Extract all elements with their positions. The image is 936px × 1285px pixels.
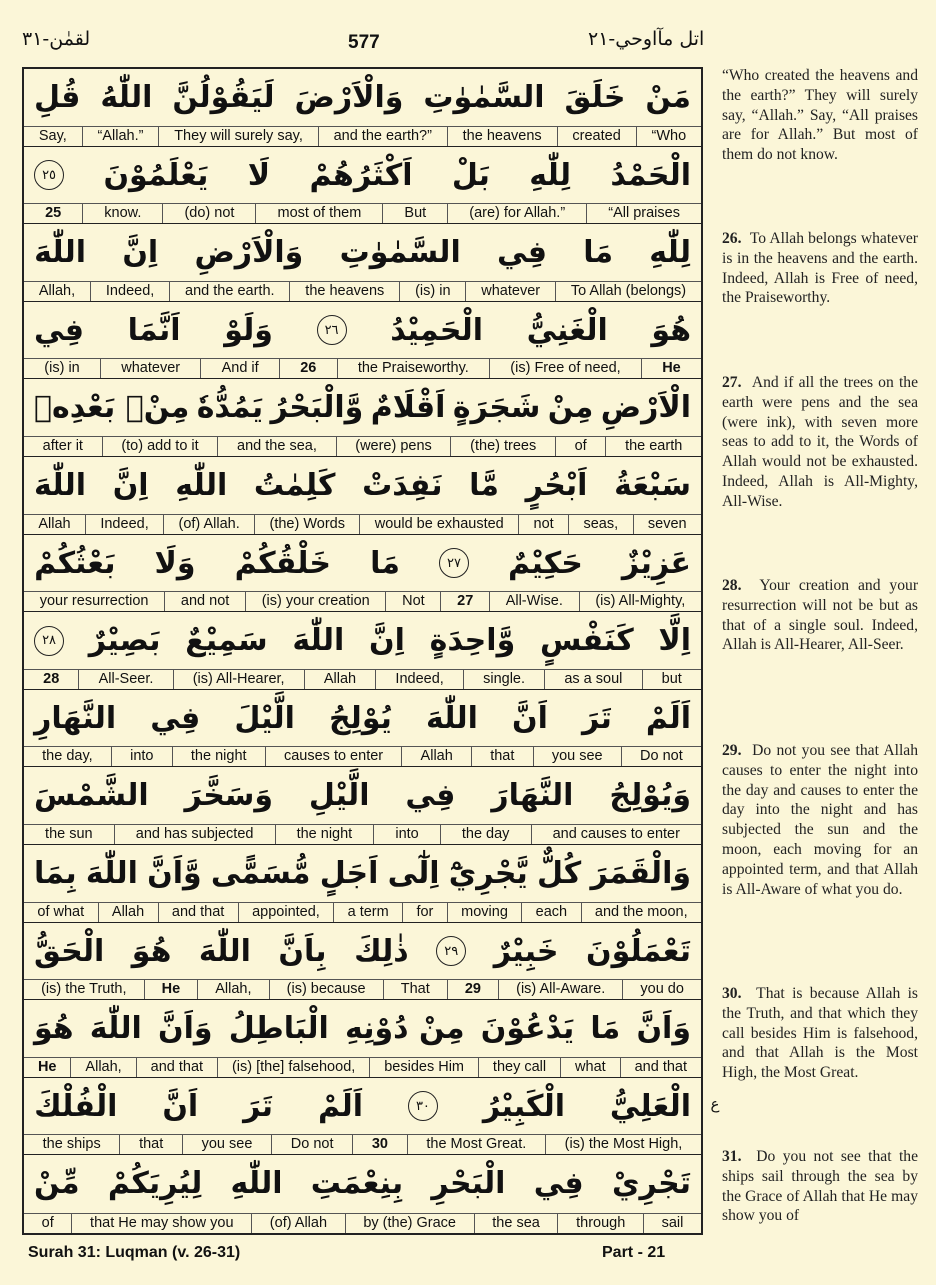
arabic-word: فِي	[533, 1166, 584, 1202]
translation-paragraph	[722, 1147, 918, 1226]
gloss-cell: Allah	[24, 515, 86, 534]
arabic-word: الْبَحْرِ	[431, 1166, 506, 1202]
gloss-cell: Do not	[272, 1135, 353, 1154]
gloss-cell: (is) All-Aware.	[499, 980, 623, 999]
english-gloss-line	[24, 281, 701, 301]
gloss-cell: (is) [the] falsehood,	[218, 1058, 370, 1077]
gloss-cell: (is) the Truth,	[24, 980, 145, 999]
arabic-word: بِاَنَّ	[278, 933, 327, 969]
arabic-word: الْحَمْدُ	[610, 157, 691, 193]
gloss-cell: causes to enter	[266, 747, 403, 766]
arabic-word: اَكْثَرُهُمْ	[309, 157, 413, 193]
arabic-word: بِمَا	[34, 855, 77, 891]
gloss-cell: “All praises	[608, 205, 680, 222]
gloss-cell: And if	[201, 359, 280, 378]
gloss-cell: that He may show you	[72, 1214, 252, 1233]
gloss-cell: the day	[441, 825, 532, 844]
english-gloss-line	[24, 824, 701, 844]
english-gloss-line	[24, 1057, 701, 1077]
gloss-cell: you see	[534, 747, 622, 766]
arabic-word: كَنَفْسٍ	[539, 623, 634, 659]
arabic-word: تَجْرِيْ	[611, 1166, 691, 1202]
gloss-cell: whatever	[466, 282, 556, 301]
gloss-cell: seven	[647, 515, 687, 532]
gloss-cell: the earth	[625, 437, 683, 454]
verse-row	[24, 612, 701, 690]
arabic-word: النَّهَارَ	[491, 778, 574, 814]
gloss-cell: through	[558, 1214, 643, 1233]
arabic-word: مِنْ دُوْنِهِ	[345, 1011, 465, 1047]
arabic-word: الَّيْلِ	[308, 778, 370, 814]
arabic-word: مِّنْ	[34, 1166, 80, 1202]
arabic-line	[24, 1000, 701, 1057]
arabic-word: اللّٰهَ	[34, 235, 87, 271]
arabic-word: يَمُدُّهٗ	[196, 390, 264, 426]
gloss-cell: the night	[173, 747, 266, 766]
arabic-word: بَصِيْرٌ	[88, 623, 161, 659]
arabic-line	[24, 845, 701, 902]
english-gloss-line	[24, 979, 701, 999]
gloss-cell: of what	[24, 903, 99, 922]
arabic-word: كُلٌّ	[536, 855, 582, 891]
arabic-line	[24, 1078, 701, 1135]
gloss-cell: single.	[464, 670, 545, 689]
verse-row	[24, 690, 701, 768]
arabic-word: فِي	[496, 235, 547, 271]
gloss-cell: that	[472, 747, 534, 766]
gloss-cell: know.	[83, 204, 163, 223]
arabic-word: فِي	[405, 778, 456, 814]
arabic-word: الْحَقُّ	[34, 933, 105, 969]
gloss-cell: (were) pens	[337, 437, 452, 456]
gloss-cell: into	[374, 825, 441, 844]
verse-number: 29.	[722, 742, 742, 759]
english-gloss-line	[24, 126, 701, 146]
verse-end-marker: ٢٨	[34, 626, 64, 656]
verse-end-marker: ٢٦	[317, 315, 347, 345]
arabic-word: الْبَاطِلُ	[228, 1011, 329, 1047]
translation-paragraph	[722, 229, 918, 308]
arabic-word: اِلٰٓى	[387, 855, 440, 891]
arabic-word: اَلَمْ	[645, 700, 691, 736]
arabic-word: وَيُوْلِجُ	[609, 778, 691, 814]
arabic-word: اَنَّ	[162, 1088, 199, 1124]
gloss-cell: most of them	[256, 204, 383, 223]
gloss-cell: and not	[165, 592, 246, 611]
gloss-cell: as a soul	[545, 670, 642, 689]
arabic-word: مَا	[590, 1011, 621, 1047]
english-gloss-line	[24, 436, 701, 456]
word-by-word-grid	[22, 67, 703, 1235]
arabic-word: شَجَرَةٍ	[452, 390, 541, 426]
english-gloss-line	[24, 1213, 701, 1233]
arabic-word: اللّٰهَ	[198, 933, 251, 969]
arabic-word: لِيُرِيَكُمْ	[107, 1166, 203, 1202]
arabic-word: حَكِيْمٌ	[508, 545, 583, 581]
arabic-word: لِلّٰهِ	[529, 157, 571, 193]
gloss-cell: whatever	[101, 359, 201, 378]
arabic-word: خَلَقَ	[564, 80, 626, 115]
gloss-cell: the heavens	[448, 127, 558, 146]
arabic-word: يَّجْرِيْٓ	[448, 855, 528, 891]
translation-text: And if all the trees on the earth were pens and the sea (were ink), with seven more seas to add to it, the Words of Allah would not be exhausted. Indeed, Allah is All-Mighty, All-Wise.	[722, 374, 918, 510]
gloss-cell: (is) Free of need,	[490, 359, 642, 378]
translation-paragraph	[722, 741, 918, 899]
translation-text: Do you not see that the ships sail through the sea by the Grace of Allah that He may show you of	[722, 1148, 918, 1225]
gloss-cell: and the earth.	[170, 282, 290, 301]
arabic-word: عَزِيْزٌ	[621, 545, 691, 581]
arabic-word: بِنِعْمَتِ	[310, 1166, 404, 1202]
gloss-cell: and that	[137, 1058, 218, 1077]
arabic-word: بَلْ	[451, 157, 490, 193]
surah-footer: Surah 31: Luqman (v. 26-31)	[28, 1244, 241, 1261]
gloss-cell: for	[403, 903, 448, 922]
gloss-cell: (is) All-Hearer,	[174, 670, 305, 689]
arabic-line	[24, 69, 701, 126]
arabic-word: اَقْلَامٌ	[370, 390, 446, 426]
verse-row	[24, 1078, 701, 1156]
gloss-cell: of	[556, 437, 606, 456]
translation-text: “Who created the heavens and the earth?” They will surely say, “Allah.” Say, “All praises are for Allah.” But most of them do not know.	[722, 67, 918, 164]
arabic-word: نَفِدَتْ	[362, 467, 443, 503]
gloss-cell: they call	[479, 1058, 561, 1077]
gloss-cell: created	[558, 127, 637, 146]
verse-end-marker: ٣٠	[408, 1091, 438, 1121]
verse-end-marker: ٢٩	[436, 936, 466, 966]
arabic-word: الْغَنِيُّ	[526, 312, 608, 348]
arabic-word: وَّالْبَحْرُ	[270, 390, 364, 426]
arabic-word: اَنَّ	[512, 700, 548, 736]
gloss-cell: moving	[448, 903, 523, 922]
arabic-word: فِي	[150, 700, 201, 736]
translation-text: Do not you see that Allah causes to enter the night into the day and causes to enter the day into the night and has subjected the sun and the moon, each moving for an appointed term, and that Allah is All-Aware of what you do.	[722, 742, 919, 898]
arabic-word: تَعْمَلُوْنَ	[586, 933, 691, 969]
arabic-word: اللّٰهِ	[175, 467, 228, 503]
gloss-cell: each	[522, 903, 581, 922]
gloss-cell: the sea	[475, 1214, 559, 1233]
gloss-cell: the heavens	[290, 282, 400, 301]
gloss-cell: the ships	[24, 1135, 120, 1154]
english-gloss-line	[24, 902, 701, 922]
gloss-cell: seas,	[569, 515, 633, 534]
arabic-word: اللّٰهَ	[34, 467, 87, 503]
arabic-word: مَا	[583, 235, 614, 271]
arabic-word: اِنَّ	[369, 623, 405, 659]
gloss-cell: you see	[183, 1135, 272, 1154]
arabic-word: خَبِيْرٌ	[493, 933, 559, 969]
gloss-cell: into	[112, 747, 173, 766]
gloss-cell: (do) not	[163, 204, 256, 223]
arabic-word: ذٰلِكَ	[354, 933, 409, 969]
arabic-word: الْعَلِيُّ	[609, 1088, 691, 1124]
translation-paragraph	[722, 576, 918, 655]
arabic-word: الْكَبِيْرُ	[482, 1088, 565, 1124]
gloss-cell: Indeed,	[91, 282, 170, 301]
verse-number: 26.	[722, 230, 742, 247]
arabic-word: اللّٰهَ	[292, 623, 345, 659]
gloss-cell: a term	[334, 903, 403, 922]
arabic-line	[24, 379, 701, 436]
arabic-line	[24, 147, 701, 204]
english-gloss-line	[24, 669, 701, 689]
gloss-cell: 26	[280, 359, 338, 378]
gloss-cell: (is) All-Mighty,	[595, 593, 686, 610]
arabic-word: وَالْقَمَرَ	[590, 855, 691, 891]
arabic-word: لَيَقُوْلُنَّ	[172, 80, 275, 115]
gloss-cell: (is) your creation	[246, 592, 386, 611]
gloss-cell: appointed,	[239, 903, 335, 922]
arabic-word: وَلَوْ	[224, 312, 273, 348]
arabic-line	[24, 457, 701, 514]
arabic-word: السَّمٰوٰتِ	[423, 80, 545, 115]
translation-text: That is because Allah is the Truth, and that which they call besides Him is falsehood, and that Allah is the Most High, the Most Great.	[722, 985, 919, 1082]
gloss-cell: after it	[24, 437, 103, 456]
arabic-word: اَنَّمَا	[127, 312, 181, 348]
verse-row	[24, 302, 701, 380]
gloss-cell: (of) Allah.	[164, 515, 255, 534]
gloss-cell: (of) Allah	[252, 1214, 346, 1233]
arabic-word: الشَّمْسَ	[34, 778, 149, 814]
arabic-word: اَجَلٍ	[319, 855, 379, 891]
gloss-cell: but	[661, 670, 682, 687]
arabic-word: مِنْۢ بَعْدِهٖ	[34, 390, 190, 426]
gloss-cell: He	[662, 360, 681, 377]
arabic-word: اللّٰهَ	[425, 700, 478, 736]
gloss-cell: But	[383, 204, 448, 223]
arabic-word: اِنَّ	[112, 467, 149, 503]
gloss-cell: (is) because	[270, 980, 384, 999]
gloss-cell: the sun	[24, 825, 115, 844]
gloss-cell: you do	[640, 981, 684, 998]
arabic-word: اللّٰهِ	[230, 1166, 283, 1202]
gloss-cell: (are) for Allah.”	[448, 204, 587, 223]
gloss-cell: Allah,	[198, 980, 269, 999]
arabic-line	[24, 612, 701, 669]
gloss-cell: would be exhausted	[360, 515, 519, 534]
verse-row	[24, 535, 701, 613]
arabic-word: مُّسَمًّى	[210, 855, 311, 891]
arabic-word: اِلَّا	[658, 623, 691, 659]
gloss-cell: (is) in	[24, 359, 101, 378]
gloss-cell: of	[24, 1214, 72, 1233]
gloss-cell: (to) add to it	[103, 437, 219, 456]
arabic-word: يَدْعُوْنَ	[480, 1011, 575, 1047]
gloss-cell: 25	[24, 204, 83, 223]
gloss-cell: Allah,	[24, 282, 91, 301]
gloss-cell: 27	[441, 592, 490, 611]
gloss-cell: what	[561, 1058, 621, 1077]
english-gloss-line	[24, 358, 701, 378]
arabic-line	[24, 1155, 701, 1212]
gloss-cell: Not	[386, 592, 441, 611]
arabic-word: مَنْ	[645, 80, 691, 115]
verse-number: 31.	[722, 1148, 742, 1165]
gloss-cell: not	[519, 515, 569, 534]
gloss-cell: (the) trees	[451, 437, 555, 456]
gloss-cell: the night	[276, 825, 375, 844]
arabic-line	[24, 302, 701, 359]
verse-row	[24, 147, 701, 225]
arabic-word: يَعْلَمُوْنَ	[103, 157, 209, 193]
gloss-cell: besides Him	[370, 1058, 479, 1077]
verse-end-marker: ٢٥	[34, 160, 64, 190]
gloss-cell: (is) the Most High,	[564, 1136, 683, 1153]
translation-text: Your creation and your resurrection will not be but as that of a single soul. Indeed, Allah is All-Hearer, All-Seer.	[722, 577, 919, 654]
arabic-word: اَلَمْ	[317, 1088, 364, 1124]
arabic-word: وَّاحِدَةٍ	[429, 623, 516, 659]
gloss-cell: the Most Great.	[408, 1135, 546, 1154]
arabic-word: اَبْحُرٍ	[525, 467, 588, 503]
verse-number: 28.	[722, 577, 742, 594]
arabic-word: قُلِ	[34, 80, 81, 115]
verse-row	[24, 379, 701, 457]
english-gloss-line	[24, 514, 701, 534]
arabic-word: بَعْثُكُمْ	[34, 545, 116, 581]
arabic-word: تَرَ	[243, 1088, 274, 1124]
arabic-word: الَّيْلَ	[234, 700, 295, 736]
arabic-word: اِنَّ	[122, 235, 159, 271]
arabic-word: وَّاَنَّ	[147, 855, 202, 891]
translation-paragraph	[722, 984, 918, 1083]
gloss-cell: 30	[353, 1135, 408, 1154]
gloss-cell: and that	[159, 903, 239, 922]
arabic-word: وَاَنَّ	[157, 1011, 213, 1047]
gloss-cell: your resurrection	[24, 592, 165, 611]
translation-paragraph	[722, 373, 918, 512]
verse-row	[24, 457, 701, 535]
arabic-word: مَا	[370, 545, 400, 581]
arabic-word: مَّا	[469, 467, 499, 503]
arabic-line	[24, 224, 701, 281]
page-number: 577	[348, 32, 380, 53]
english-gloss-line	[24, 203, 701, 223]
arabic-word: لَا	[247, 157, 271, 193]
part-footer: Part - 21	[602, 1244, 666, 1261]
arabic-word: الْاَرْضِ	[600, 390, 691, 426]
verse-row	[24, 845, 701, 923]
english-gloss-line	[24, 746, 701, 766]
arabic-word: الْحَمِيْدُ	[390, 312, 484, 348]
gloss-cell: and the moon,	[594, 903, 688, 920]
arabic-word: وَلَا	[154, 545, 196, 581]
verse-end-marker: ٢٧	[439, 548, 469, 578]
verse-row	[24, 224, 701, 302]
arabic-line	[24, 923, 701, 980]
gloss-cell: To Allah (belongs)	[570, 282, 687, 299]
arabic-word: الْفُلْكَ	[34, 1088, 118, 1124]
arabic-word: لِلّٰهِ	[649, 235, 691, 271]
gloss-cell: All-Seer.	[79, 670, 173, 689]
arabic-word: هُوَ	[34, 1011, 74, 1047]
arabic-word: وَاَنَّ	[636, 1011, 691, 1047]
verse-row	[24, 1000, 701, 1078]
gloss-cell: “Allah.”	[83, 127, 160, 146]
gloss-cell: They will surely say,	[159, 127, 318, 146]
arabic-line	[24, 535, 701, 592]
gloss-cell: All-Wise.	[490, 592, 580, 611]
ruku-mark: ع	[710, 1095, 720, 1113]
gloss-cell: He	[24, 1058, 71, 1077]
verse-row	[24, 1155, 701, 1233]
arabic-word: وَسَخَّرَ	[184, 778, 273, 814]
arabic-word: خَلْقُكُمْ	[234, 545, 332, 581]
arabic-word: سَمِيْعٌ	[185, 623, 268, 659]
arabic-word: السَّمٰوٰتِ	[339, 235, 461, 271]
translation-text: To Allah belongs whatever is in the heavens and the earth. Indeed, Allah is Free of need, the Praiseworthy.	[722, 230, 918, 307]
verse-number: 30.	[722, 985, 742, 1002]
arabic-word: تَرَ	[581, 700, 612, 736]
arabic-word: مِنْ	[547, 390, 594, 426]
part-name-arabic: اتل مآاوحي-٢١	[588, 28, 705, 50]
gloss-cell: the day,	[24, 747, 112, 766]
arabic-word: وَالْاَرْضَ	[294, 80, 404, 115]
gloss-cell: (is) in	[400, 282, 466, 301]
verse-row	[24, 69, 701, 147]
gloss-cell: and the earth?”	[319, 127, 448, 146]
english-gloss-line	[24, 1134, 701, 1154]
verse-number: 27.	[722, 374, 742, 391]
gloss-cell: Do not	[640, 748, 683, 765]
gloss-cell: He	[145, 980, 199, 999]
arabic-word: سَبْعَةُ	[614, 467, 691, 503]
gloss-cell: by (the) Grace	[346, 1214, 475, 1233]
gloss-cell: Say,	[24, 127, 83, 146]
gloss-cell: 29	[448, 980, 499, 999]
gloss-cell: That	[384, 980, 448, 999]
gloss-cell: the Praiseworthy.	[338, 359, 490, 378]
arabic-word: فِي	[34, 312, 85, 348]
gloss-cell: that	[120, 1135, 183, 1154]
gloss-cell: Allah,	[71, 1058, 136, 1077]
verse-row	[24, 767, 701, 845]
arabic-word: اللّٰهَ	[89, 1011, 142, 1047]
verse-row	[24, 923, 701, 1001]
gloss-cell: and the sea,	[218, 437, 336, 456]
gloss-cell: “Who	[651, 127, 687, 144]
arabic-word: يُوْلِجُ	[328, 700, 392, 736]
gloss-cell: Allah	[305, 670, 377, 689]
arabic-word: وَالْاَرْضِ	[194, 235, 304, 271]
english-gloss-line	[24, 591, 701, 611]
arabic-line	[24, 767, 701, 824]
gloss-cell: Allah	[99, 903, 159, 922]
arabic-word: هُوَ	[131, 933, 172, 969]
gloss-cell: and has subjected	[115, 825, 276, 844]
gloss-cell: (the) Words	[255, 515, 360, 534]
gloss-cell: and causes to enter	[552, 825, 680, 842]
arabic-line	[24, 690, 701, 747]
translation-paragraph	[722, 66, 918, 165]
gloss-cell: Allah	[402, 747, 472, 766]
arabic-word: اللّٰهَ	[85, 855, 138, 891]
surah-name-arabic: لقمٰن-٣١	[22, 28, 91, 50]
arabic-word: كَلِمٰتُ	[253, 467, 336, 503]
arabic-word: النَّهَارِ	[34, 700, 117, 736]
gloss-cell: Indeed,	[376, 670, 464, 689]
gloss-cell: Indeed,	[86, 515, 164, 534]
gloss-cell: and that	[634, 1058, 688, 1075]
gloss-cell: 28	[24, 670, 79, 689]
gloss-cell: sail	[661, 1214, 684, 1231]
arabic-word: هُوَ	[651, 312, 691, 348]
arabic-word: اللّٰهُ	[100, 80, 153, 115]
